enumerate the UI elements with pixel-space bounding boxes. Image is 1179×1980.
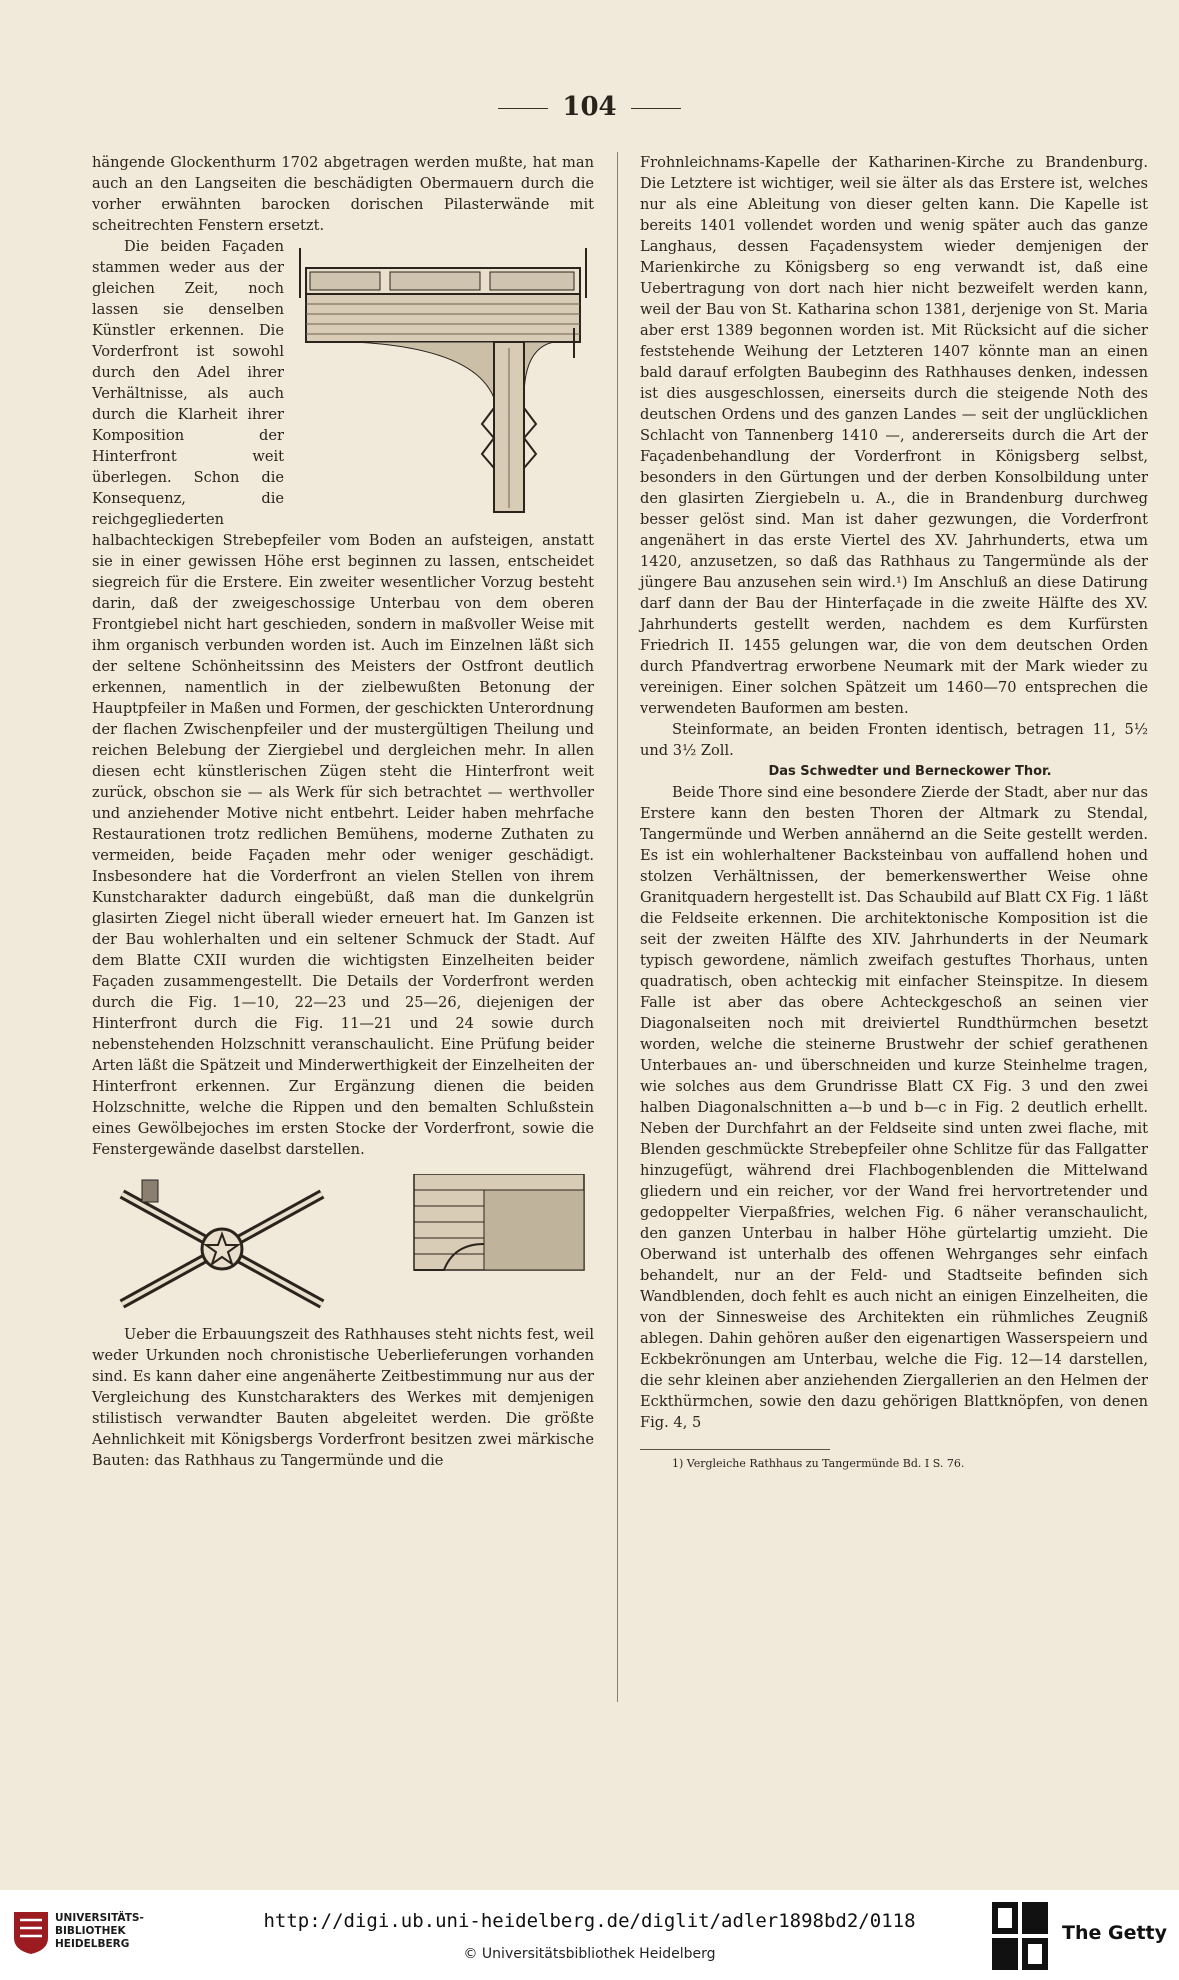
library-name-line: BIBLIOTHEK	[55, 1925, 126, 1937]
vault-ribs-keystone-woodcut	[102, 1174, 342, 1314]
library-name-line: HEIDELBERG	[55, 1938, 130, 1950]
paragraph: hängende Glockenthurm 1702 abgetragen werden mußte, hat man auch an den Langseiten die beschädigten Obermauern durch die vorher erwähnten barocken dorischen Pilasterwände mit scheitrechten Fenstern ersetzt.	[92, 154, 594, 234]
left-column	[92, 152, 594, 1471]
footnote-rule	[640, 1449, 830, 1450]
beam-section-woodcut	[294, 238, 594, 518]
paragraph: Frohnleichnams-Kapelle der Katharinen-Kirche zu Brandenburg. Die Letztere ist wichtiger, weil sie älter als das Erstere ist, welches nur als eine Ableitung von dieser gelten kann. Die Kapelle ist bereits 1401 vollendet worden und wenig später auch das ganze Langhaus, dessen Façadensystem wieder demjenigen der Marienkirche zu Königsberg so eng verwandt ist, daß eine Uebertragung von dort nach hier nicht bezweifelt werden kann, weil der Bau von St. Katharina schon 1381, derjenige von St. Maria aber erst 1389 begonnen worden ist. Mit Rücksicht auf die sicher feststehende Weihung der Letzteren 1407 könnte man an einen bald darauf erfolgten Baubeginn des Rathhauses denken, indessen ist dies ausgeschlossen, einerseits durch die steigende Noth des deutschen Ordens und des ganzen Landes — seit der unglücklichen Schlacht von Tannenberg 1410 —, andererseits durch die Art der Façadenbehandlung der Vorderfront in Königsberg selbst, besonders in den Gürtungen und der derben Konsolbildung unter den glasirten Ziergiebeln u. A., die in Brandenburg durchweg besser gelöst sind. Man ist daher gezwungen, die Vorderfront angenähert in das erste Viertel des XV. Jahrhunderts, etwa um 1420, anzusetzen, so daß das Rathhaus zu Tangermünde als der jüngere Bau anzusehen sein wird.¹) Im Anschluß an diese Datirung darf dann der Bau der Hinterfaçade in die zweite Hälfte des XV. Jahrhunderts gestellt werden, nachdem es dem Kurfürsten Friedrich II. 1455 gelungen war, die von dem deutschen Orden durch Pfandvertrag erworbene Neumark mit der Mark wieder zu vereinigen. Einer solchen Spätzeit um 1460—70 entsprechen die verwendeten Bauformen am besten.	[640, 154, 1148, 717]
getty-name: The Getty	[1062, 1922, 1168, 1944]
paragraph: Ueber die Erbauungszeit des Rathhauses steht nichts fest, weil weder Urkunden noch chronistische Ueberlieferungen vorhanden sind. Es kann daher eine angenäherte Zeitbestimmung nur aus der Vergleichung des Kunstcharakters des Werkes mit demjenigen stilistisch verwandter Bauten abgeleitet werden. Die größte Aehnlichkeit mit Königsbergs Vorderfront besitzen zwei märkische Bauten: das Rathhaus zu Tangermünde und die	[92, 1326, 594, 1469]
header-rule-right	[631, 108, 681, 109]
right-column	[640, 152, 1148, 1471]
paragraph: Steinformate, an beiden Fronten identisch, betragen 11, 5½ und 3½ Zoll.	[640, 721, 1148, 759]
column-divider	[617, 152, 618, 1702]
getty-logo-icon	[990, 1900, 1052, 1972]
section-heading: Das Schwedter und Berneckower Thor.	[768, 764, 1052, 779]
woodcut-figure-row	[92, 1174, 594, 1314]
window-jamb-woodcut	[404, 1174, 594, 1274]
header-rule-left	[498, 108, 548, 109]
footnote: 1) Vergleiche Rathhaus zu Tangermünde Bd. I S. 76.	[672, 1457, 965, 1470]
page-number: 104	[562, 92, 617, 122]
paragraph: Die beiden Façaden stammen weder aus der gleichen Zeit, noch lassen sie denselben Künstler erkennen. Die Vorderfront ist sowohl durch den Adel ihrer Verhältnisse, als auch durch die Klarheit ihrer Komposition der Hinterfront weit überlegen. Schon die Konsequenz, die reichgegliederten halbachteckigen Strebepfeiler vom Boden an aufsteigen, anstatt sie in einer gewissen Höhe erst beginnen zu lassen, entscheidet siegreich für die Erstere. Ein zweiter wesentlicher Vorzug besteht darin, daß der zweigeschossige Unterbau von dem oberen Frontgiebel nicht hart geschieden, sondern in maßvoller Weise mit ihm organisch verbunden worden ist. Auch im Einzelnen läßt sich der seltene Schönheitssinn des Meisters der Ostfront deutlich erkennen, namentlich in der zielbewußten Betonung der Hauptpfeiler in Maßen und Formen, der geschickten Unterordnung der flachen Zwischenpfeiler und der mustergültigen Theilung und reichen Belebung der Ziergiebel und dergleichen mehr. In allen diesen echt künstlerischen Zügen steht die Hinterfront weit zurück, obschon sie — als Werk für sich betrachtet — werthvoller und anziehender Motive nicht entbehrt. Leider haben mehrfache Restaurationen trotz redlichen Bemühens, moderne Zuthaten zu vermeiden, beide Façaden mehr oder weniger geschädigt. Insbesondere hat die Vorderfront an vielen Stellen von ihrem Kunstcharakter dadurch eingebüßt, daß man die dunkelgrün glasirten Ziegel nicht überall wieder erneuert hat. Im Ganzen ist der Bau wohlerhalten und ein seltener Schmuck der Stadt. Auf dem Blatte CXII wurden die wichtigsten Einzelheiten beider Façaden zusammengestellt. Die Details der Vorderfront werden durch die Fig. 1—10, 22—23 und 25—26, diejenigen der Hinterfront durch die Fig. 11—21 und 24 sowie durch nebenstehenden Holzschnitt veranschaulicht. Eine Prüfung beider Arten läßt die Spätzeit und Minderwerthigkeit der Einzelheiten der Hinterfront erkennen. Zur Ergänzung dienen die beiden Holzschnitte, welche die Rippen und den bemalten Schlußstein eines Gewölbejoches im ersten Stocke der Vorderfront, sowie die Fenstergewände daselbst darstellen.	[92, 238, 594, 1158]
library-name-line: UNIVERSITÄTS-	[55, 1912, 144, 1924]
digitization-footer	[0, 1890, 1179, 1980]
permalink-url[interactable]: http://digi.ub.uni-heidelberg.de/diglit/adler1898bd2/0118	[263, 1910, 916, 1932]
paragraph: Beide Thore sind eine besondere Zierde der Stadt, aber nur das Erstere kann den besten Thoren der Altmark zu Stendal, Tangermünde und Werben annähernd an die Seite gestellt werden. Es ist ein wohlerhaltener Backsteinbau von auffallend hohen und stolzen Verhältnissen, der bemerkenswerther Weise ohne Granitquadern hergestellt ist. Das Schaubild auf Blatt CX Fig. 1 läßt die Feldseite erkennen. Die architektonische Komposition ist die seit der zweiten Hälfte des XIV. Jahrhunderts in der Neumark typisch gewordene, nämlich zweifach gestuftes Thorhaus, unten quadratisch, oben achteckig mit einfacher Steinspitze. In diesem Falle ist aber das obere Achteckgeschoß an seinen vier Diagonalseiten noch mit dreiviertel Rundthürmchen besetzt worden, welche die steinerne Brustwehr der schief gerathenen Unterbaues an- und überschneiden und kurze Steinhelme tragen, wie solches aus dem Grundrisse Blatt CX Fig. 3 und den zwei halben Diagonalschnitten a—b und b—c in Fig. 2 deutlich erhellt. Neben der Durchfahrt an der Feldseite sind unten zwei flache, mit Blenden geschmückte Strebepfeiler ohne Schlitze für das Fallgatter hinzugefügt, während drei Flachbogenblenden die Mittelwand gliedern und ein reicher, vor der Wand frei hervortretender und gedoppelter Vierpaßfries, welchen Fig. 6 näher veranschaulicht, den ganzen Unterbau in halber Höhe gürtelartig umzieht. Die Oberwand ist unterhalb des offenen Wehrganges sehr einfach behandelt, nur an der Feld- und Stadtseite befinden sich Wandblenden, doch fehlt es auch nicht an einigen Einzelheiten, die von der Sinnesweise des Architekten ein rühmliches Zeugniß ablegen. Dahin gehören außer den eigenartigen Wasserspeiern und Eckbekrönungen am Unterbau, welche die Fig. 12—14 darstellen, die sehr kleinen aber anziehenden Ziergallerien an den Helmen der Eckthürmchen, sowie den dazu gehörigen Blattknöpfen, von denen Fig. 4, 5	[640, 784, 1148, 1431]
page-number-header	[0, 92, 1179, 122]
copyright-notice: © Universitätsbibliothek Heidelberg	[463, 1946, 716, 1962]
